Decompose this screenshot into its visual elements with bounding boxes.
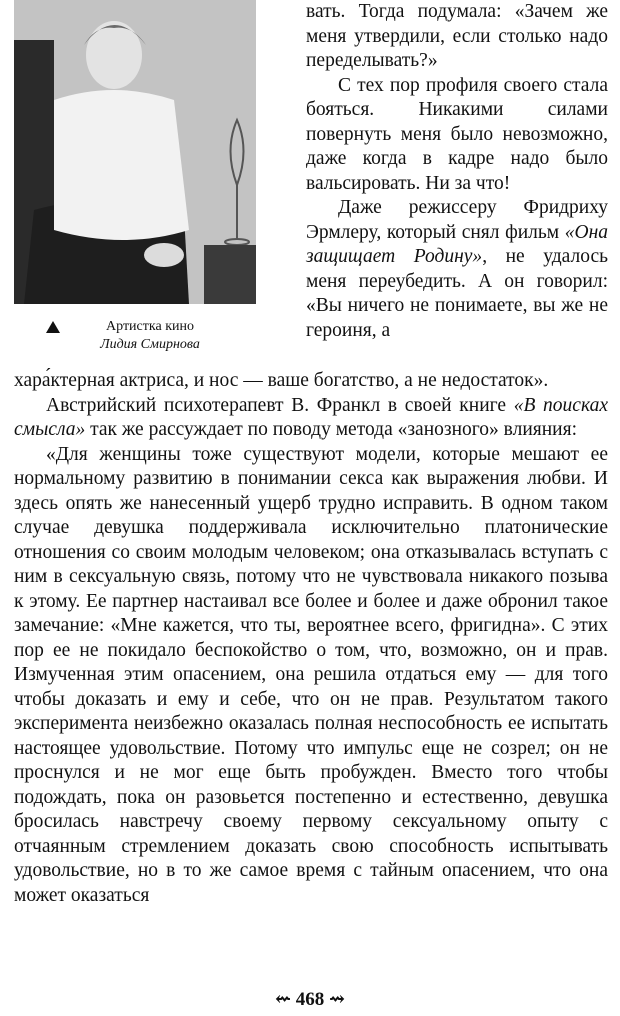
caption-name: Лидия Смирнова — [100, 337, 200, 352]
main-text — [14, 369, 608, 908]
paragraph-4-text-a: Австрийский психотерапевт В. Франкл в своей книге — [46, 394, 514, 416]
film-title: «Она защищает Родину» — [306, 221, 608, 267]
left-arrow-icon: ⇜ — [275, 989, 291, 1010]
book-title: «В поисках смысла» — [14, 394, 608, 440]
paragraph-3-text-a: Даже режиссеру Фридриху Эрмлеру, который снял фильм — [306, 197, 608, 243]
right-arrow-icon: ⇝ — [329, 989, 345, 1010]
portrait-photo — [14, 0, 256, 304]
paragraph-1: вать. Тогда подумала: «Зачем же меня утвердили, если столько надо переделывать?» — [306, 1, 608, 71]
paragraph-3 — [306, 196, 608, 343]
triangle-pointer-icon — [46, 321, 60, 333]
paragraph-4 — [14, 394, 608, 443]
right-column-text — [306, 0, 608, 343]
page-number-value: 468 — [295, 989, 325, 1010]
paragraph-4-text-b: так же рассуждает по поводу метода «занозного» влияния: — [85, 419, 578, 440]
caption-title: Артистка кино — [106, 319, 194, 334]
page-number — [0, 988, 620, 1011]
paragraph-2: С тех пор профиля своего стала бояться. Никакими силами повернуть меня было невозможно, даже когда в кадре надо было вальсировать. Ни за что! — [306, 74, 608, 194]
paragraph-5-quote: «Для женщины тоже существуют модели, которые мешают ее нормальному развитию в понимании секса как выражения любви. И здесь опять же нанесенный ущерб трудно исправить. В одном таком случае девушка поддерживала исключительно платонические отношения со своим молодым человеком; она отказывалась вступать с ним в сексуальную связь, потому что не чувствовала никакого позыва к этому. Ее партнер настаивал все более и более и даже обронил такое замечание: «Мне кажется, что ты, вероятнее всего, фригидна». С этих пор ее не покидало беспокойство о том, что, возможно, он и прав. Измученная этим опасением, она решила отдаться ему — для того чтобы доказать и ему и себе, что он не прав. Результатом такого эксперимента неизбежно оказалась полная неспособность ее испытать настоящее удовольствие. Потому что импульс еще не созрел; он не проснулся и не мог еще быть пробужден. Вместо того чтобы подождать, пока он разовьется постепенно и естественно, девушка бросилась навстречу своему первому сексуальному опыту с отчаянным стремлением доказать свою способность испытывать удовольствие, но в то же самое время с тайным опасением, что она может оказаться — [14, 443, 608, 906]
portrait-photo-icon — [14, 0, 256, 304]
paragraph-3-text-b: , не удалось меня переубедить. А он говорил: «Вы ничего не понимаете, вы же не героиня, а — [306, 246, 608, 341]
paragraph-3-continued: хара́ктерная актриса, и нос — ваше богатство, а не недостаток». — [14, 370, 549, 391]
photo-caption — [40, 318, 260, 354]
